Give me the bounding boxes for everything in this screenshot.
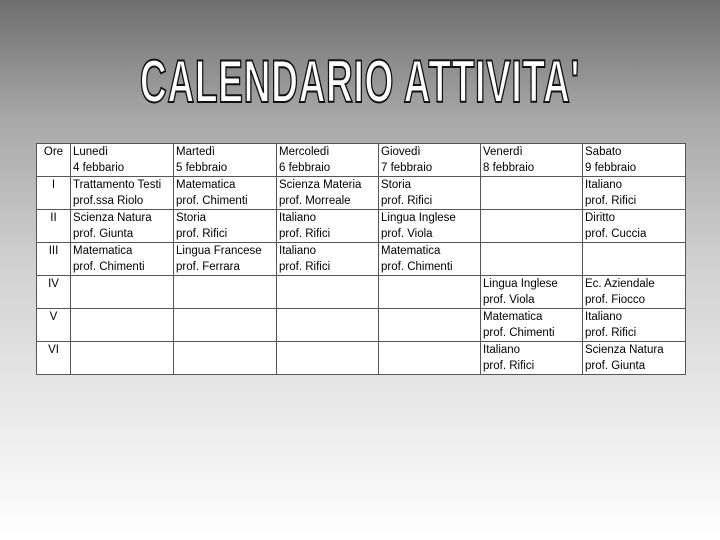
header-cell-day xyxy=(71,144,174,177)
lesson-cell-line xyxy=(483,210,580,226)
lesson-cell xyxy=(379,243,481,276)
header-cell-ore-line: Ore xyxy=(43,146,64,158)
lesson-cell xyxy=(583,210,686,243)
lesson-cell xyxy=(481,276,583,309)
lesson-cell-line: Scienza Natura xyxy=(73,212,152,224)
header-cell-day-line: 8 febbraio xyxy=(483,162,535,174)
lesson-cell-line: prof. Chimenti xyxy=(73,261,145,273)
hour-label: III xyxy=(37,243,71,276)
header-cell-day xyxy=(174,144,277,177)
lesson-cell-line: Storia xyxy=(176,212,207,224)
lesson-cell-line xyxy=(483,193,580,209)
hour-label: VI xyxy=(37,342,71,375)
lesson-cell-line: Italiano xyxy=(585,311,623,323)
header-cell-day-line: Martedì xyxy=(176,146,215,158)
header-cell-day-line: Giovedì xyxy=(381,146,421,158)
lesson-cell-line: prof. Rifici xyxy=(483,360,535,372)
lesson-cell-line: Matematica xyxy=(176,179,236,191)
lesson-cell xyxy=(379,276,481,309)
lesson-cell-line: prof. Chimenti xyxy=(176,195,248,207)
lesson-cell-line: prof. Rifici xyxy=(381,195,433,207)
lesson-cell-line xyxy=(381,358,478,374)
header-cell-day-line: 5 febbraio xyxy=(176,162,228,174)
lesson-cell-line xyxy=(381,276,478,292)
lesson-cell-line: prof. Chimenti xyxy=(381,261,453,273)
lesson-cell xyxy=(481,309,583,342)
lesson-cell-line xyxy=(279,358,376,374)
lesson-cell-line: prof. Giunta xyxy=(73,228,134,240)
lesson-cell xyxy=(71,309,174,342)
lesson-cell xyxy=(71,210,174,243)
header-cell-day xyxy=(481,144,583,177)
header-cell-day-line: Venerdì xyxy=(483,146,523,158)
lesson-cell-line xyxy=(381,309,478,325)
lesson-cell-line xyxy=(73,358,171,374)
lesson-cell-line: Trattamento Testi xyxy=(73,179,162,191)
lesson-cell xyxy=(583,276,686,309)
lesson-cell-line xyxy=(176,309,274,325)
lesson-cell-line: Storia xyxy=(381,179,412,191)
lesson-cell-line: Lingua Inglese xyxy=(483,278,558,290)
hour-label: II xyxy=(37,210,71,243)
lesson-cell-line xyxy=(73,309,171,325)
lesson-cell xyxy=(174,177,277,210)
header-cell-ore xyxy=(37,144,71,177)
lesson-cell-line xyxy=(73,342,171,358)
lesson-cell xyxy=(277,342,379,375)
lesson-cell-line xyxy=(176,325,274,341)
lesson-cell xyxy=(277,309,379,342)
lesson-cell xyxy=(277,210,379,243)
lesson-cell xyxy=(71,177,174,210)
lesson-cell-line xyxy=(73,276,171,292)
lesson-cell xyxy=(71,243,174,276)
lesson-cell-line xyxy=(585,243,683,259)
header-cell-day-line: 4 febbario xyxy=(73,162,125,174)
lesson-cell-line xyxy=(483,177,580,193)
lesson-cell-line: Matematica xyxy=(483,311,543,323)
lesson-cell-line xyxy=(176,358,274,374)
lesson-cell xyxy=(174,309,277,342)
lesson-cell-line: Italiano xyxy=(585,179,623,191)
lesson-cell-line xyxy=(176,292,274,308)
lesson-cell xyxy=(379,177,481,210)
lesson-cell-line xyxy=(585,259,683,275)
lesson-cell xyxy=(174,210,277,243)
header-cell-day-line: 9 febbraio xyxy=(585,162,637,174)
lesson-cell xyxy=(583,309,686,342)
lesson-cell-line: Lingua Inglese xyxy=(381,212,456,224)
lesson-cell xyxy=(174,243,277,276)
lesson-cell-line: Diritto xyxy=(585,212,616,224)
lesson-cell-line: prof. Morreale xyxy=(279,195,351,207)
lesson-cell-line: prof. Giunta xyxy=(585,360,646,372)
lesson-cell-line: prof. Rifici xyxy=(585,195,637,207)
lesson-cell-line xyxy=(381,325,478,341)
lesson-cell xyxy=(583,243,686,276)
lesson-cell-line xyxy=(176,276,274,292)
lesson-cell-line: prof. Cuccia xyxy=(585,228,647,240)
header-cell-day-line: Mercoledì xyxy=(279,146,330,158)
header-cell-ore-line xyxy=(39,160,68,176)
lesson-cell xyxy=(277,276,379,309)
calendar-table xyxy=(36,143,686,375)
lesson-cell xyxy=(583,342,686,375)
lesson-cell-line: prof.ssa Riolo xyxy=(73,195,144,207)
lesson-cell-line: Italiano xyxy=(279,245,317,257)
lesson-cell xyxy=(481,342,583,375)
table-row xyxy=(37,177,686,210)
lesson-cell xyxy=(481,243,583,276)
title-container xyxy=(0,48,720,115)
header-cell-day-line: 6 febbraio xyxy=(279,162,331,174)
lesson-cell-line: prof. Viola xyxy=(483,294,535,306)
lesson-cell-line xyxy=(483,243,580,259)
lesson-cell-line xyxy=(176,342,274,358)
lesson-cell xyxy=(277,177,379,210)
lesson-cell-line: prof. Rifici xyxy=(279,261,331,273)
hour-label: V xyxy=(37,309,71,342)
lesson-cell xyxy=(174,342,277,375)
lesson-cell xyxy=(481,177,583,210)
lesson-cell-line: Italiano xyxy=(279,212,317,224)
header-cell-day xyxy=(583,144,686,177)
lesson-cell-line: Scienza Materia xyxy=(279,179,362,191)
table-row xyxy=(37,342,686,375)
lesson-cell xyxy=(379,309,481,342)
lesson-cell xyxy=(481,210,583,243)
table-header-row xyxy=(37,144,686,177)
lesson-cell xyxy=(277,243,379,276)
header-cell-day-line: 7 febbraio xyxy=(381,162,433,174)
table-row xyxy=(37,210,686,243)
lesson-cell-line xyxy=(73,325,171,341)
lesson-cell xyxy=(71,342,174,375)
lesson-cell-line: prof. Rifici xyxy=(585,327,637,339)
lesson-cell xyxy=(379,210,481,243)
lesson-cell xyxy=(583,177,686,210)
table-row xyxy=(37,309,686,342)
lesson-cell-line xyxy=(279,342,376,358)
lesson-cell-line: prof. Fiocco xyxy=(585,294,646,306)
header-cell-day xyxy=(379,144,481,177)
page-title: CALENDARIO ATTIVITA' xyxy=(139,48,581,115)
lesson-cell-line: Matematica xyxy=(73,245,133,257)
lesson-cell-line xyxy=(381,342,478,358)
hour-label: I xyxy=(37,177,71,210)
lesson-cell-line xyxy=(483,226,580,242)
lesson-cell-line xyxy=(279,276,376,292)
header-cell-day-line: Sabato xyxy=(585,146,622,158)
lesson-cell-line xyxy=(279,325,376,341)
lesson-cell xyxy=(174,276,277,309)
lesson-cell-line: Ec. Aziendale xyxy=(585,278,655,290)
lesson-cell-line xyxy=(381,292,478,308)
header-cell-day-line: Lunedì xyxy=(73,146,109,158)
lesson-cell-line: prof. Chimenti xyxy=(483,327,555,339)
lesson-cell-line: prof. Rifici xyxy=(279,228,331,240)
lesson-cell-line: Italiano xyxy=(483,344,521,356)
lesson-cell-line xyxy=(279,292,376,308)
lesson-cell-line: prof. Viola xyxy=(381,228,433,240)
lesson-cell-line: Lingua Francese xyxy=(176,245,262,257)
lesson-cell-line: Matematica xyxy=(381,245,441,257)
lesson-cell-line: Scienza Natura xyxy=(585,344,664,356)
hour-label: IV xyxy=(37,276,71,309)
table-row xyxy=(37,243,686,276)
lesson-cell xyxy=(379,342,481,375)
table-row xyxy=(37,276,686,309)
lesson-cell-line xyxy=(73,292,171,308)
header-cell-day xyxy=(277,144,379,177)
lesson-cell-line xyxy=(483,259,580,275)
lesson-cell-line: prof. Rifici xyxy=(176,228,228,240)
lesson-cell-line xyxy=(279,309,376,325)
lesson-cell xyxy=(71,276,174,309)
lesson-cell-line: prof. Ferrara xyxy=(176,261,240,273)
